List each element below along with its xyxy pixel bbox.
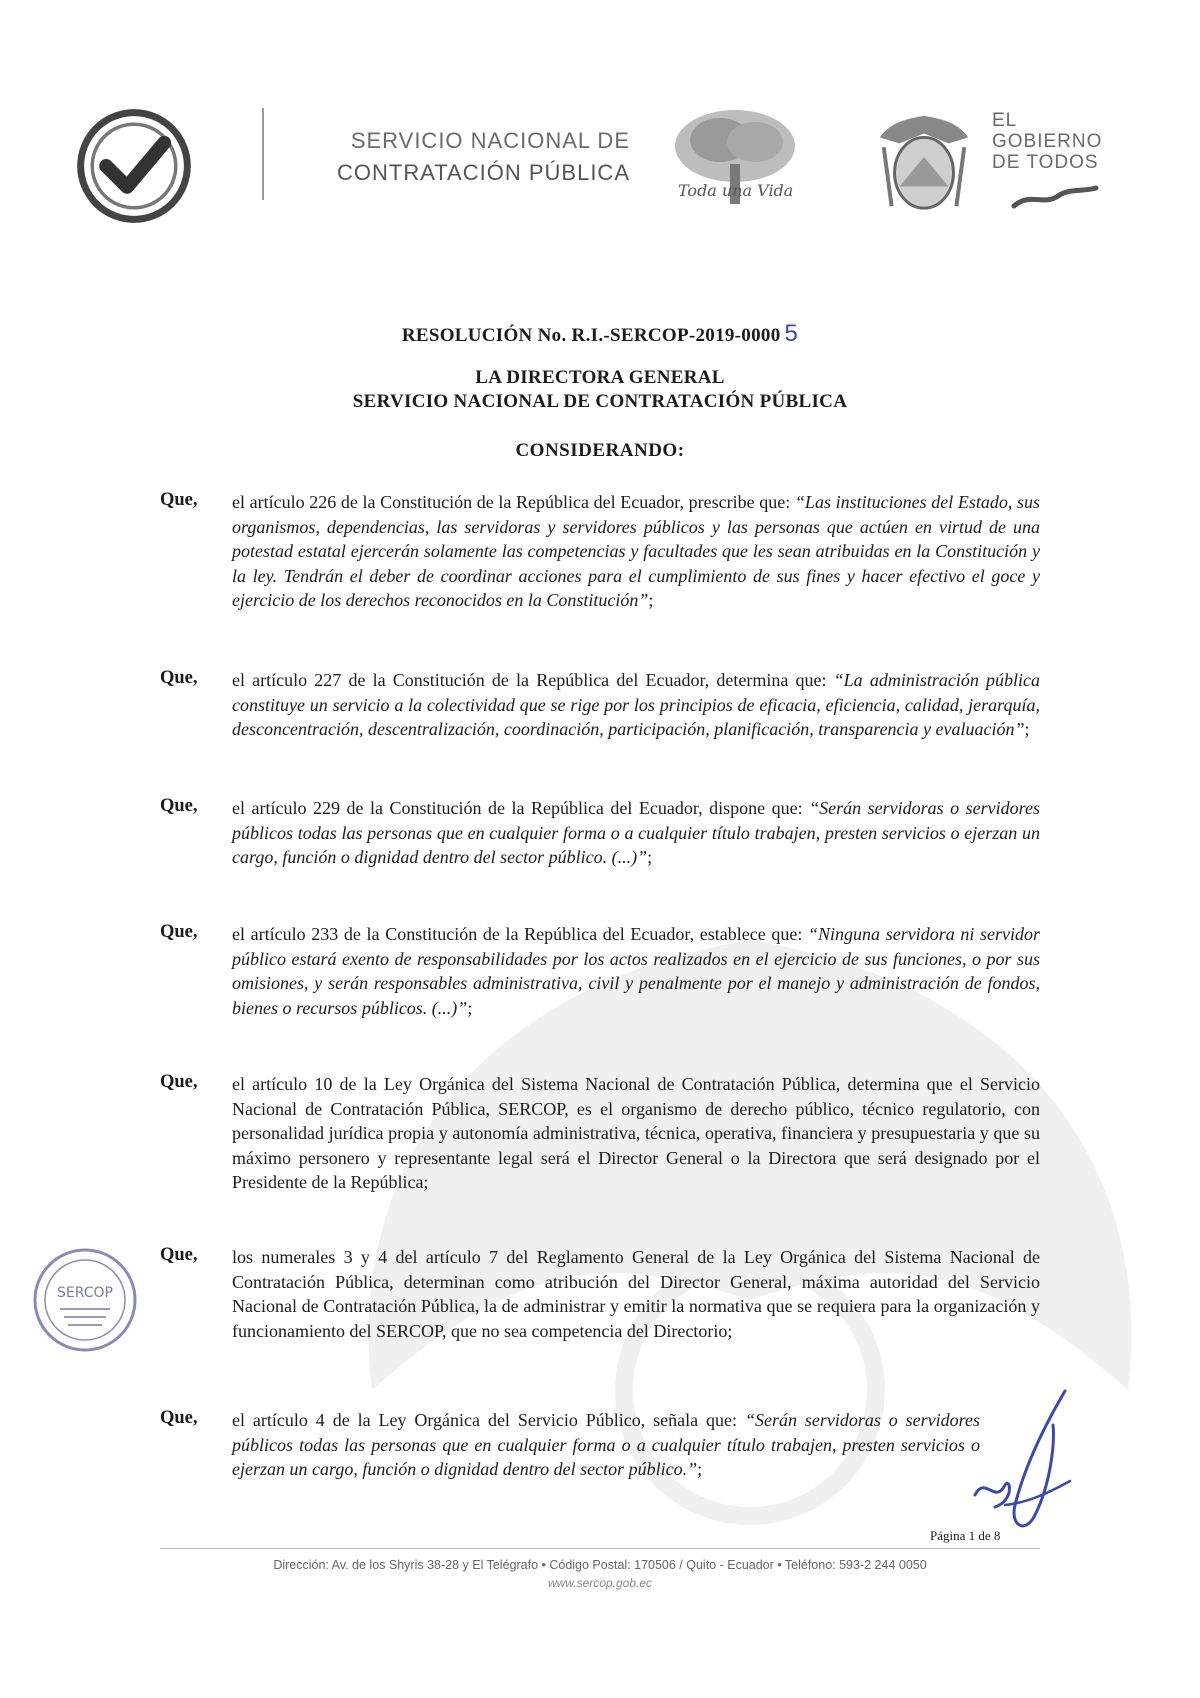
issuer-line-1: LA DIRECTORA GENERAL (475, 367, 725, 388)
clause-label: Que, (160, 796, 198, 816)
agency-name-logo (300, 128, 630, 186)
clause-3 (160, 796, 1040, 870)
gobierno-line-1: EL (992, 110, 1018, 131)
issuer-title (0, 366, 1200, 414)
clause-2 (160, 668, 1040, 742)
clause-label: Que, (160, 668, 198, 688)
issuer-line-2: SERVICIO NACIONAL DE CONTRATACIÓN PÚBLICA (352, 391, 848, 412)
handwritten-signature (955, 1385, 1085, 1545)
clause-label: Que, (160, 922, 198, 942)
clause-text: el artículo 4 de la Ley Orgánica del Servicio Público, señala que: “Serán servidoras o servidores públicos todas las personas que en cualquier forma o a cualquier título trabajen, presten servicios o ejerzan un cargo, función o dignidad dentro del sector público.”; (232, 1410, 980, 1479)
institution-stamp (30, 1245, 140, 1355)
agency-line-2: CONTRATACIÓN PÚBLICA (337, 160, 630, 185)
clause-text: el artículo 229 de la Constitución de la República del Ecuador, dispone que: “Serán servidoras o servidores públicos todas las personas que en cualquier forma o a cualquier título trabajen, presten servicios o ejerzan un cargo, función o dignidad dentro del sector público. (...)”; (232, 798, 1040, 867)
ecuador-coat-of-arms (868, 108, 980, 216)
handwritten-number: 5 (784, 320, 799, 347)
clause-text: el artículo 227 de la Constitución de la República del Ecuador, determina que: “La administración pública constituye un servicio a la colectividad que se rige por los principios de eficacia, eficiencia, calidad, jerarquía, desconcentración, descentralización, coordinación, participación, planificación, transparencia y evaluación”; (232, 670, 1040, 739)
certification-seal-logo (76, 108, 192, 224)
resolution-number: RESOLUCIÓN No. R.I.-SERCOP-2019-0000 (401, 325, 781, 346)
clause-text: el artículo 226 de la Constitución de la República del Ecuador, prescribe que: “Las instituciones del Estado, sus organismos, dependencias, las servidoras y servidores públicos y las personas que actúen en virtud de una potestad estatal ejercerán solamente las competencias y facultades que les sean atribuidas en la Constitución y la ley. Tendrán el deber de coordinar acciones para el cumplimiento de sus fines y hacer efectivo el goce y ejercicio de los derechos reconocidos en la Constitución”; (232, 492, 1041, 610)
clause-text: los numerales 3 y 4 del artículo 7 del Reglamento General de la Ley Orgánica del Sistema Nacional de Contratación Pública, determinan como atribución del Director General, máxima autoridad del Servicio Nacional de Contratación Pública, la de administrar y emitir la normativa que se requiera para la organización y funcionamiento del SERCOP, que no sea competencia del Directorio; (232, 1247, 1040, 1341)
page-number: Página 1 de 8 (930, 1528, 1001, 1543)
footer-divider (160, 1548, 1040, 1549)
stamp-text: SERCOP (57, 1285, 113, 1301)
clause-text: el artículo 233 de la Constitución de la República del Ecuador, establece que: “Ninguna servidora ni servidor público estará exento de responsabilidades por los actos realizados en el ejercicio de sus funciones, o por sus omisiones, y serán responsables administrativa, civil y penalmente por el manejo y administración de fondos, bienes o recursos públicos. (...)”; (232, 924, 1040, 1018)
clause-6 (160, 1245, 1040, 1343)
clause-label: Que, (160, 1408, 198, 1428)
clause-7 (160, 1408, 1040, 1482)
footer-address: Dirección: Av. de los Shyris 38-28 y El Telégrafo • Código Postal: 170506 / Quito - Ecuador • Teléfono: 593-2 244 0050 (273, 1558, 927, 1572)
toda-una-vida-tree-logo (660, 104, 810, 214)
clause-1 (160, 490, 1040, 613)
header-divider (262, 108, 264, 200)
footer-website: www.sercop.gob.ec (547, 1576, 653, 1590)
clause-label: Que, (160, 1245, 198, 1265)
considerando-heading: CONSIDERANDO: (515, 440, 685, 461)
gobierno-line-2: GOBIERNO (992, 131, 1103, 152)
clause-label: Que, (160, 1072, 198, 1092)
gobierno-de-todos-logo (992, 110, 1102, 173)
clause-text: el artículo 10 de la Ley Orgánica del Sistema Nacional de Contratación Pública, determina que el Servicio Nacional de Contratación Pública, SERCOP, es el organismo de derecho público, técnico regulatorio, con personalidad jurídica propia y autonomía administrativa, técnica, operativa, financiera y presupuestaria y que su máximo personero y representante legal será el Director General o la Directora que será designado por el Presidente de la República; (232, 1074, 1040, 1192)
resolution-title (0, 320, 1200, 348)
gobierno-wave-icon (1010, 182, 1100, 212)
agency-line-1: SERVICIO NACIONAL DE (350, 128, 630, 153)
gobierno-line-3: DE TODOS (992, 152, 1099, 173)
clause-4 (160, 922, 1040, 1020)
tree-logo-text: Toda una Vida (678, 181, 794, 200)
clause-label: Que, (160, 490, 198, 510)
clause-5 (160, 1072, 1040, 1195)
